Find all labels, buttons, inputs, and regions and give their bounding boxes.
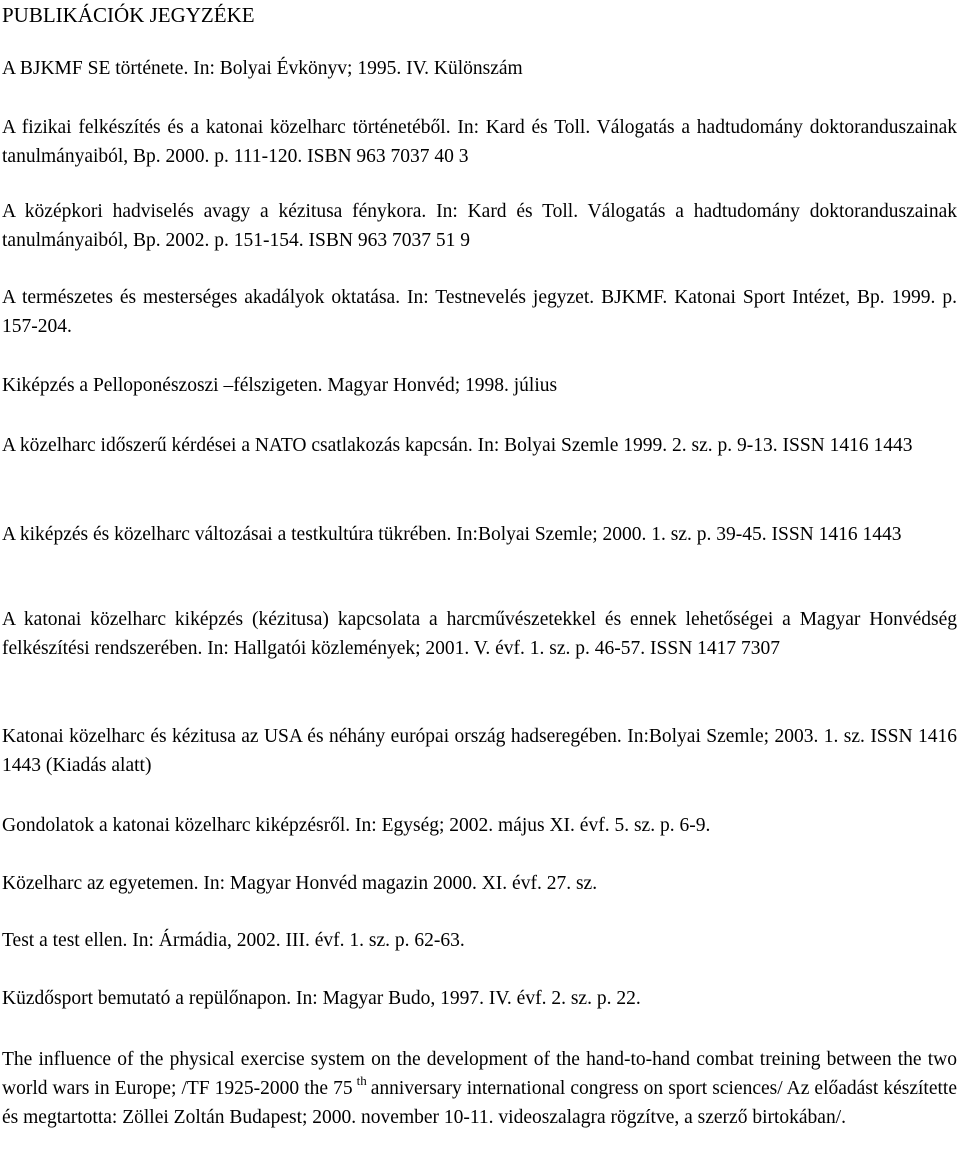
publication-entry: Gondolatok a katonai közelharc kiképzésről. In: Egység; 2002. május XI. évf. 5. sz. p. 6-9.	[2, 815, 711, 836]
publication-entry: Katonai közelharc és kézitusa az USA és néhány európai ország hadseregében. In:Bolyai Szemle; 2003. 1. sz. ISSN 1416 1443 (Kiadás alatt)	[2, 726, 957, 776]
publication-entry: A katonai közelharc kiképzés (kézitusa) kapcsolata a harcművészetekkel és ennek lehetőségei a Magyar Honvédség felkészítési rendszerében. In: Hallgatói közlemények; 2001. V. évf. 1. sz. p. 46-57. ISSN 1417 7307	[2, 609, 957, 659]
publication-entry: A természetes és mesterséges akadályok oktatása. In: Testnevelés jegyzet. BJKMF. Katonai Sport Intézet, Bp. 1999. p. 157-204.	[2, 287, 957, 337]
entry-text-before-superscript: The influence of the physical exercise system on the development of the hand-to-hand combat treining between the two world wars in Europe; /TF 1925-2000 the 75	[2, 1049, 957, 1099]
publication-entry: A középkori hadviselés avagy a kézitusa fénykora. In: Kard és Toll. Válogatás a hadtudomány doktoranduszainak tanulmányaiból, Bp. 2002. p. 151-154. ISBN 963 7037 51 9	[2, 201, 957, 251]
publication-entry-last	[2, 1045, 957, 1132]
publication-entry: A fizikai felkészítés és a katonai közelharc történetéből. In: Kard és Toll. Válogatás a hadtudomány doktoranduszainak tanulmányaiból, Bp. 2000. p. 111-120. ISBN 963 7037 40 3	[2, 117, 957, 167]
publication-entry: Kiképzés a Pelloponészoszi –félszigeten. Magyar Honvéd; 1998. július	[2, 375, 558, 396]
publication-entry: A közelharc időszerű kérdései a NATO csatlakozás kapcsán. In: Bolyai Szemle 1999. 2. sz. p. 9-13. ISSN 1416 1443	[2, 435, 913, 456]
page-title: PUBLIKÁCIÓK JEGYZÉKE	[2, 3, 255, 27]
publication-entry: Test a test ellen. In: Ármádia, 2002. III. évf. 1. sz. p. 62-63.	[2, 930, 465, 951]
publication-entry: A BJKMF SE története. In: Bolyai Évkönyv; 1995. IV. Különszám	[2, 58, 523, 79]
publication-entry: A kiképzés és közelharc változásai a testkultúra tükrében. In:Bolyai Szemle; 2000. 1. sz. p. 39-45. ISSN 1416 1443	[2, 524, 902, 545]
publication-entry: Közelharc az egyetemen. In: Magyar Honvéd magazin 2000. XI. évf. 27. sz.	[2, 873, 598, 894]
entry-text-after-superscript: anniversary international congress on sport sciences/ Az előadást készítette és megtartotta: Zöllei Zoltán Budapest; 2000. november 10-11. videoszalagra rögzítve, a szerző birtokában/.	[2, 1078, 957, 1128]
ordinal-superscript: th	[356, 1073, 367, 1088]
publication-entry: Küzdősport bemutató a repülőnapon. In: Magyar Budo, 1997. IV. évf. 2. sz. p. 22.	[2, 988, 641, 1009]
